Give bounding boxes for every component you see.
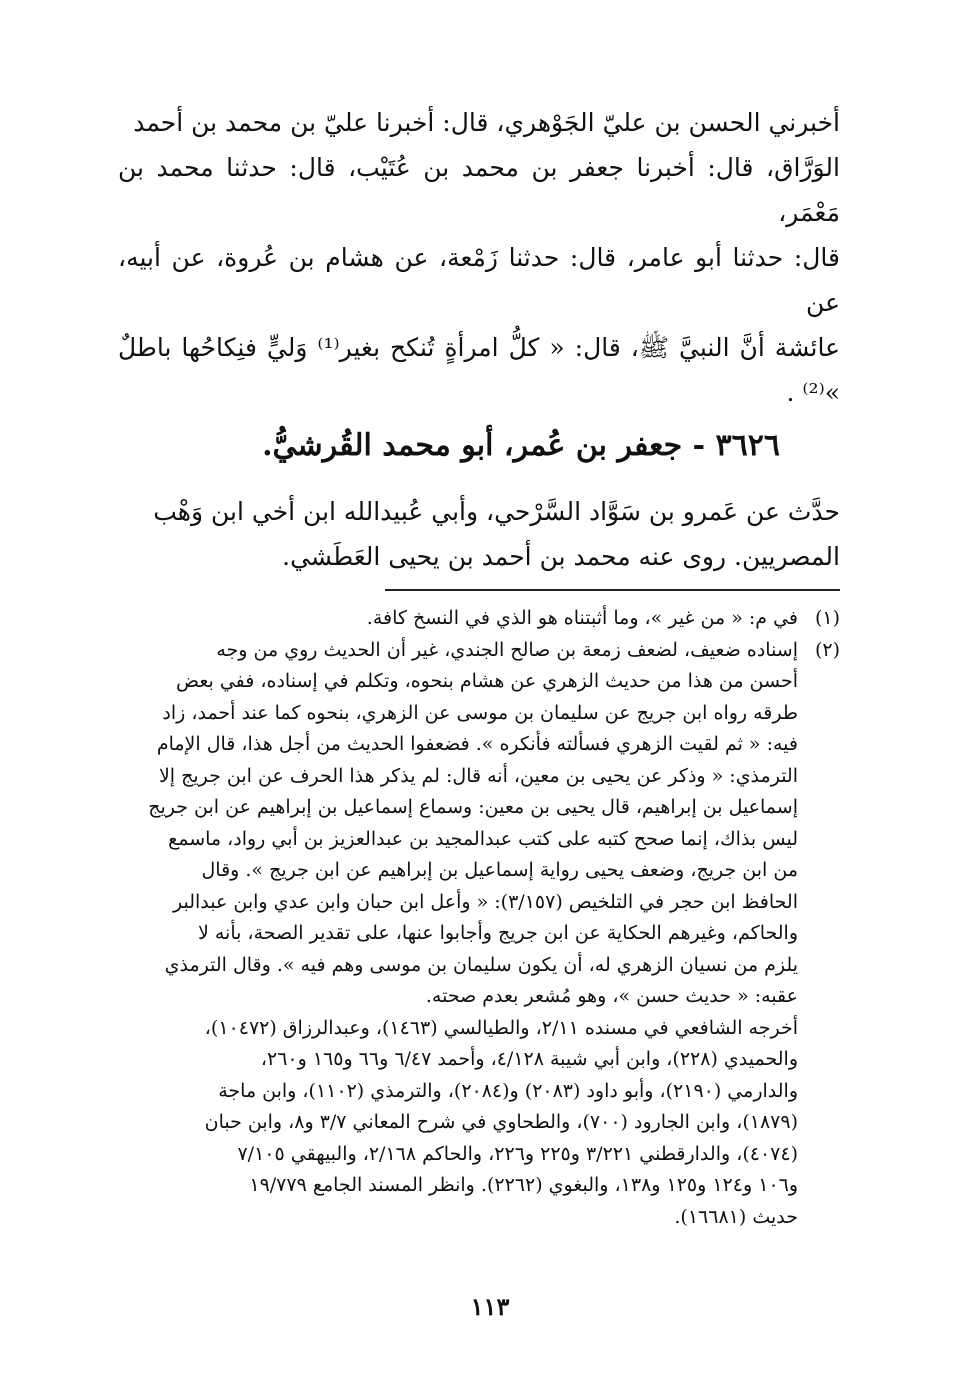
entry-line: عائشة أنَّ النبيَّ ﷺ، قال: « كلُّ امرأةٍ تُنكح بغير⁽¹⁾ وَليٍّ فنِكاحُها باطلٌ »⁽²⁾ .: [118, 333, 840, 407]
entry-line: قال: حدثنا أبو عامر، قال: حدثنا زَمْعة، عن هشام بن عُروة، عن أبيه، عن: [118, 243, 840, 317]
footnote-line: الترمذي: « وذكر عن يحيى بن معين، أنه قال: لم يذكر هذا الحرف عن ابن جريج إلا: [158, 764, 798, 787]
footnote-marker: (٢): [814, 638, 840, 661]
footnote-marker: (١): [814, 607, 840, 629]
page-body: [118, 100, 840, 1233]
footnote-line: في م: « من غير »، وما أثبتناه هو الذي في النسخ كافة.: [366, 607, 798, 629]
footnote-line: (٤٠٧٤)، والدارقطني ٣/٢٢١ و٢٢٥ و٢٢٦، والحاكم ٢/١٦٨، والبيهقي ٧/١٠٥: [237, 1142, 798, 1165]
footnote-line: والدارمي (٢١٩٠)، وأبو داود (٢٠٨٣) و(٢٠٨٤)، والترمذي (١١٠٢)، وابن ماجة: [218, 1079, 798, 1102]
footnote-body: [118, 603, 798, 635]
footnote-line: حديث (١٦٦٨١).: [674, 1205, 798, 1228]
footnote-line: إسماعيل بن إبراهيم، قال يحيى بن معين: وسماع إسماعيل بن إبراهيم عن ابن جريج: [148, 796, 798, 818]
biography-paragraph: [118, 489, 840, 579]
footnote-1: [118, 603, 840, 635]
footnote-line: من ابن جريج، وضعف يحيى رواية إسماعيل بن إبراهيم عن ابن جريج ». وقال: [201, 859, 798, 881]
footnote-body: [118, 635, 798, 1013]
page-number: ١١٣: [470, 1292, 510, 1321]
footnote-line: الحافظ ابن حجر في التلخيص (٣/١٥٧): « وأعل ابن حبان وابن عدي وابن عبدالبر: [172, 890, 798, 913]
footnote-divider: [385, 589, 840, 591]
footnote-line: إسناده ضعيف، لضعف زمعة بن صالح الجندي، غير أن الحديث روي من وجه: [216, 638, 798, 661]
entry-line: الوَرَّاق، قال: أخبرنا جعفر بن محمد بن عُتَيْب، قال: حدثنا محمد بن مَعْمَر،: [118, 153, 840, 227]
biography-line: المصريين. روى عنه محمد بن أحمد بن يحيى العَطَشي.: [282, 542, 840, 571]
footnote-line: (١٨٧٩)، وابن الجارود (٧٠٠)، والطحاوي في شرح المعاني ٣/٧ و٨، وابن حبان: [204, 1111, 798, 1133]
biography-line: حدَّث عن عَمرو بن سَوَّاد السَّرْحي، وأبي عُبيدالله ابن أخي ابن وَهْب: [153, 497, 840, 526]
footnote-line: عقبه: « حديث حسن »، وهو مُشعر بعدم صحته.: [425, 985, 798, 1007]
biography-heading: ٣٦٢٦ - جعفر بن عُمر، أبو محمد القُرشيُّ.: [262, 428, 780, 463]
footnote-line: والحاكم، وغيرهم الحكاية عن ابن جريج وأجابوا عنها، على تقدير الصحة، بأنه لا: [197, 922, 798, 944]
footnote-line: طرقه رواه ابن جريج عن سليمان بن موسى عن الزهري، بنحوه كما عند أحمد، زاد: [162, 701, 798, 724]
footnote-line: والحميدي (٢٢٨)، وابن أبي شيبة ٤/١٢٨، وأحمد ٦/٤٧ و٦٦ و١٦٥ و٢٦٠،: [260, 1048, 798, 1070]
footnote-line: أخرجه الشافعي في مسنده ٢/١١، والطيالسي (١٤٦٣)، وعبدالرزاق (١٠٤٧٢)،: [204, 1016, 798, 1039]
footnote-line: يلزم من نسيان الزهري له، أن يكون سليمان بن موسى وهم فيه ». وقال الترمذي: [164, 953, 798, 976]
footnote-line: فيه: « ثم لقيت الزهري فسألته فأنكره ». فضعفوا الحديث من أجل هذا، قال الإمام: [156, 733, 798, 755]
footnote-line: و١٠٦ و١٢٤ و١٢٥ و١٣٨، والبغوي (٢٢٦٢). وانظر المسند الجامع ١٩/٧٧٩: [249, 1174, 798, 1196]
footnote-2-sources: [118, 1013, 798, 1234]
footnote-2: [118, 635, 840, 1013]
footnote-line: ليس بذاك، إنما صحح كتبه على كتب عبدالمجيد بن عبدالعزيز بن أبي رواد، ماسمع: [168, 827, 798, 850]
footnotes: [118, 603, 840, 1233]
entry-paragraph: [118, 100, 840, 415]
footnote-line: أحسن من هذا من حديث الزهري عن هشام بنحوه، وتكلم في إسناده، ففي بعض: [176, 670, 798, 692]
entry-line: أخبرني الحسن بن عليّ الجَوْهري، قال: أخبرنا عليّ بن محمد بن أحمد: [133, 108, 840, 137]
